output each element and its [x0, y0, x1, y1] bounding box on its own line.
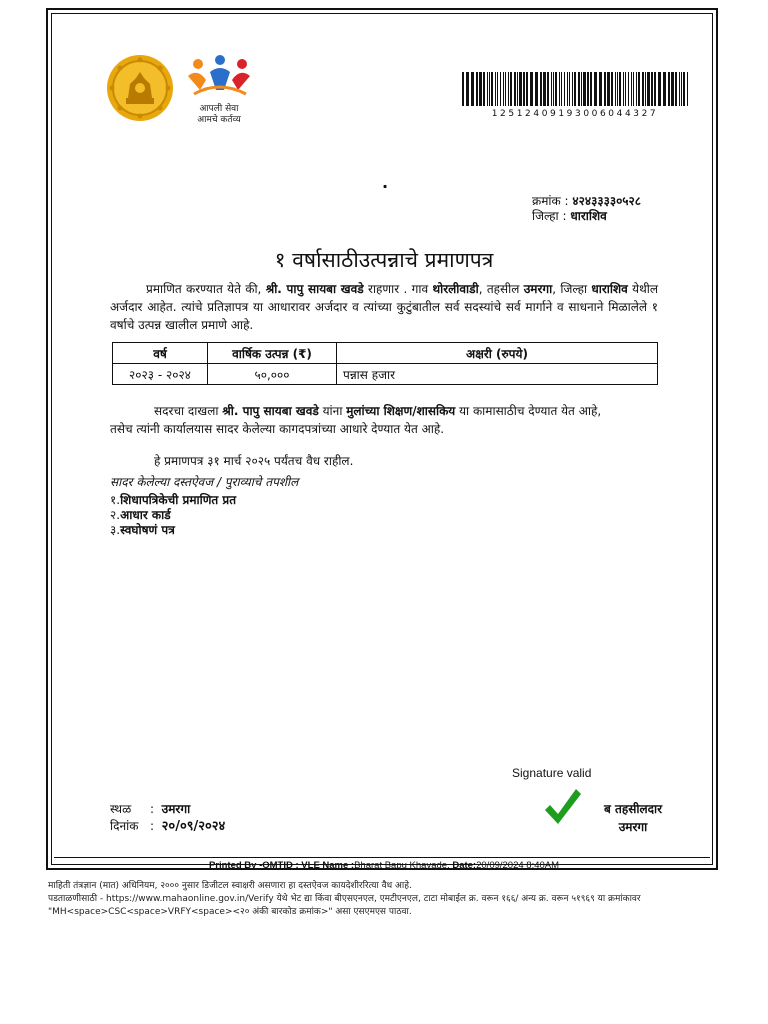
barcode-bar — [543, 72, 546, 106]
barcode-bar — [645, 72, 646, 106]
printed-vle-name: Bharat Bapu Khavade, — [354, 860, 450, 871]
barcode-bar — [466, 72, 469, 106]
printed-date-label: Date: — [449, 860, 477, 871]
validity-text: हे प्रमाणपत्र ३१ मार्च २०२५ पर्यंतच वैध राहील. — [154, 454, 354, 468]
purpose-text-2: यांना — [318, 404, 347, 418]
office-line-2: उमरगा — [618, 820, 648, 834]
barcode-bar — [633, 72, 634, 106]
barcode-bar — [510, 72, 512, 106]
kramank-line: क्रमांक : ४२४३३३३०५२८ — [532, 194, 642, 208]
intro-text-3: , तहसील — [478, 282, 524, 296]
barcode-bar — [599, 72, 602, 106]
barcode-bar — [476, 72, 478, 106]
doc-num-1: १. — [110, 493, 121, 507]
barcode-bar — [535, 72, 538, 106]
barcode-bar — [642, 72, 644, 106]
purpose-applicant-name: श्री. पापु सायबा खवडे — [222, 404, 319, 418]
barcode-bar — [581, 72, 582, 106]
doc-num-2: २. — [110, 508, 121, 522]
dinank-label: दिनांक — [110, 819, 139, 833]
barcode-bar — [508, 72, 509, 106]
dinank-value: २०/०९/२०२४ — [161, 819, 226, 834]
barcode-bar — [651, 72, 653, 106]
documents-heading: सादर केलेल्या दस्तऐवज / पुराव्याचे तपशील — [110, 475, 299, 489]
barcode-bar — [561, 72, 562, 106]
barcode-bar — [519, 72, 522, 106]
certificate-frame — [46, 8, 718, 870]
barcode-bar — [681, 72, 682, 106]
jilha-value: धाराशिव — [570, 209, 607, 223]
jilha-line: जिल्हा : धाराशिव — [532, 209, 607, 223]
barcode-bar — [583, 72, 586, 106]
sthal-label: स्थळ — [110, 802, 132, 816]
dinank-line: दिनांक : २०/०९/२०२४ — [110, 819, 226, 834]
kramank-label: क्रमांक — [532, 194, 561, 208]
aaple-seva-logo-icon — [184, 50, 254, 102]
tahsil-name: उमरगा — [523, 282, 553, 296]
applicant-name: श्री. पापु सायबा खवडे — [265, 282, 364, 296]
barcode-bar — [483, 72, 485, 106]
cell-words: पन्नास हजार — [337, 364, 658, 385]
sthal-line: स्थळ : उमरगा — [110, 802, 191, 816]
barcode-bar — [615, 72, 616, 106]
barcode-bar — [572, 72, 573, 106]
barcode-bar — [638, 72, 640, 106]
district-name: धाराशिव — [591, 282, 628, 296]
barcode-bar — [540, 72, 542, 106]
intro-text-4: , जिल्हा — [552, 282, 592, 296]
cell-income: ५०,००० — [208, 364, 337, 385]
barcode-bar — [559, 72, 560, 106]
intro-text-2: राहणार . गाव — [363, 282, 433, 296]
printed-date-value: 20/09/2024 8:40AM — [476, 860, 560, 871]
income-table-header-row — [113, 343, 658, 364]
header-dot: . — [382, 173, 389, 192]
barcode-bar — [578, 72, 580, 106]
aaple-seva-logo — [184, 50, 254, 130]
village-name: थोरलीवाडी — [432, 282, 479, 296]
printed-by-line — [48, 860, 720, 871]
barcode-bar — [658, 72, 661, 106]
barcode-bar — [625, 72, 626, 106]
barcode-bar — [462, 72, 464, 106]
aaple-tagline-2: आमचे कर्तव्य — [197, 115, 241, 125]
barcode-bar — [623, 72, 624, 106]
checkmark-icon — [542, 786, 582, 828]
barcode-bar — [607, 72, 610, 106]
barcode-bar — [564, 72, 565, 106]
barcode-bar — [487, 72, 488, 106]
certificate-title: १ वर्षासाठीउत्पन्नाचे प्रमाणपत्र — [274, 248, 494, 272]
barcode-number: 12512409193006044327 — [491, 109, 659, 119]
sthal-value: उमरगा — [161, 802, 191, 816]
purpose-line-2: तसेच त्यांनी कार्यालयास सादर केलेल्या कागदपत्रांच्या आधारे देण्यात येत आहे. — [110, 422, 445, 436]
barcode-graphic — [460, 72, 690, 106]
barcode-bar — [687, 72, 688, 106]
barcode-bar — [517, 72, 518, 106]
barcode-bar — [631, 72, 632, 106]
list-item — [110, 522, 175, 539]
aaple-tagline-1: आपली सेवा — [199, 104, 239, 114]
doc-num-3: ३. — [110, 523, 121, 537]
barcode-bar — [479, 72, 482, 106]
table-row — [113, 364, 658, 385]
barcode-bar — [679, 72, 680, 106]
barcode-bar — [491, 72, 493, 106]
col-header-income: वार्षिक उत्पन्न (₹) — [208, 343, 337, 364]
purpose-value: मुलांच्या शिक्षण/शासकिय — [346, 404, 456, 418]
purpose-text-1: सदरचा दाखला — [154, 404, 223, 418]
barcode-bar — [471, 72, 474, 106]
barcode-bar — [569, 72, 570, 106]
doc-text-2: आधार कार्ड — [120, 508, 171, 522]
barcode-bar — [668, 72, 670, 106]
kramank-value: ४२४३३३३०५२८ — [572, 194, 642, 208]
barcode-bar — [500, 72, 501, 106]
doc-text-1: शिधापत्रिकेची प्रमाणित प्रत — [120, 493, 237, 507]
purpose-text-3: या कामासाठीच देण्यात येत आहे, — [455, 404, 602, 418]
barcode-bar — [553, 72, 554, 106]
intro-text-1: प्रमाणित करण्यात येते की, — [146, 282, 266, 296]
barcode-bar — [604, 72, 606, 106]
cell-year: २०२३ - २०२४ — [113, 364, 208, 385]
office-line-1: ब तहसीलदार — [604, 802, 662, 816]
purpose-paragraph — [110, 402, 658, 420]
printed-label: Printed By -OMTID : VLE Name : — [208, 860, 355, 871]
barcode-bar — [636, 72, 637, 106]
intro-paragraph — [110, 280, 658, 334]
barcode-bar — [671, 72, 674, 106]
barcode-bar — [530, 72, 533, 106]
footer-line-1: माहिती तंत्रज्ञान (मात) अधिनियम, २००० नुसार डिजीटल स्वाक्षरी असणारा हा दस्तऐवज कायदेशीररित्या वैध आहे. — [48, 881, 412, 891]
printed-separator — [54, 857, 710, 858]
barcode-bar — [628, 72, 629, 106]
intro-text-5: येथील अर्जदार आहेत. त्यांचे प्रतिज्ञापत्र या आधारावर अर्जदार व त्यांच्या कुटुंबातील सर्व सदस्यांचे सर्व मार्गाने व साधनाने मिळालेले १ वर्षाचे उत्पन्न खालील प्रमाणे आहे. — [110, 282, 659, 332]
barcode-bar — [555, 72, 557, 106]
certificate-inner-border — [51, 13, 713, 865]
barcode-bar — [617, 72, 618, 106]
barcode-bar — [505, 72, 506, 106]
footer-line-3: "MH<space>CSC<space>VRFY<space><२० अंकी बारकोड क्रमांक>" असा एसएमएस पाठवा. — [48, 907, 412, 917]
barcode-bar — [495, 72, 496, 106]
barcode-bar — [567, 72, 568, 106]
barcode-bar — [683, 72, 685, 106]
doc-text-3: स्वघोषणं पत्र — [120, 523, 175, 537]
barcode-bar — [514, 72, 516, 106]
barcode-bar — [654, 72, 656, 106]
barcode-bar — [503, 72, 504, 106]
footer-line-2: पडताळणीसाठी - https://www.mahaonline.gov.in/Verify येथे भेट द्या किंवा बीएसएनएल, एमटीएनएल, टाटा मोबाईल क्र. वरून १६६/ अन्य क्र. वरून ५१९६९ या क्रमांकावर — [48, 894, 641, 904]
barcode-bar — [663, 72, 666, 106]
signing-office — [588, 800, 678, 836]
col-header-year: वर्ष — [113, 343, 208, 364]
barcode-bar — [675, 72, 677, 106]
barcode-bar — [590, 72, 592, 106]
barcode-bar — [594, 72, 597, 106]
barcode-bar — [587, 72, 589, 106]
barcode-bar — [551, 72, 552, 106]
barcode-bar — [523, 72, 525, 106]
barcode-bar — [619, 72, 621, 106]
barcode-bar — [489, 72, 490, 106]
barcode-bar — [547, 72, 549, 106]
barcode-bar — [526, 72, 528, 106]
barcode-bar — [611, 72, 613, 106]
income-table — [112, 342, 658, 385]
barcode-bar — [574, 72, 576, 106]
barcode-bar — [497, 72, 498, 106]
barcode-bar — [647, 72, 650, 106]
signature-valid-label: Signature valid — [512, 766, 592, 780]
col-header-words: अक्षरी (रुपये) — [337, 343, 658, 364]
maharashtra-seal-icon — [106, 54, 174, 122]
jilha-label: जिल्हा — [532, 209, 559, 223]
